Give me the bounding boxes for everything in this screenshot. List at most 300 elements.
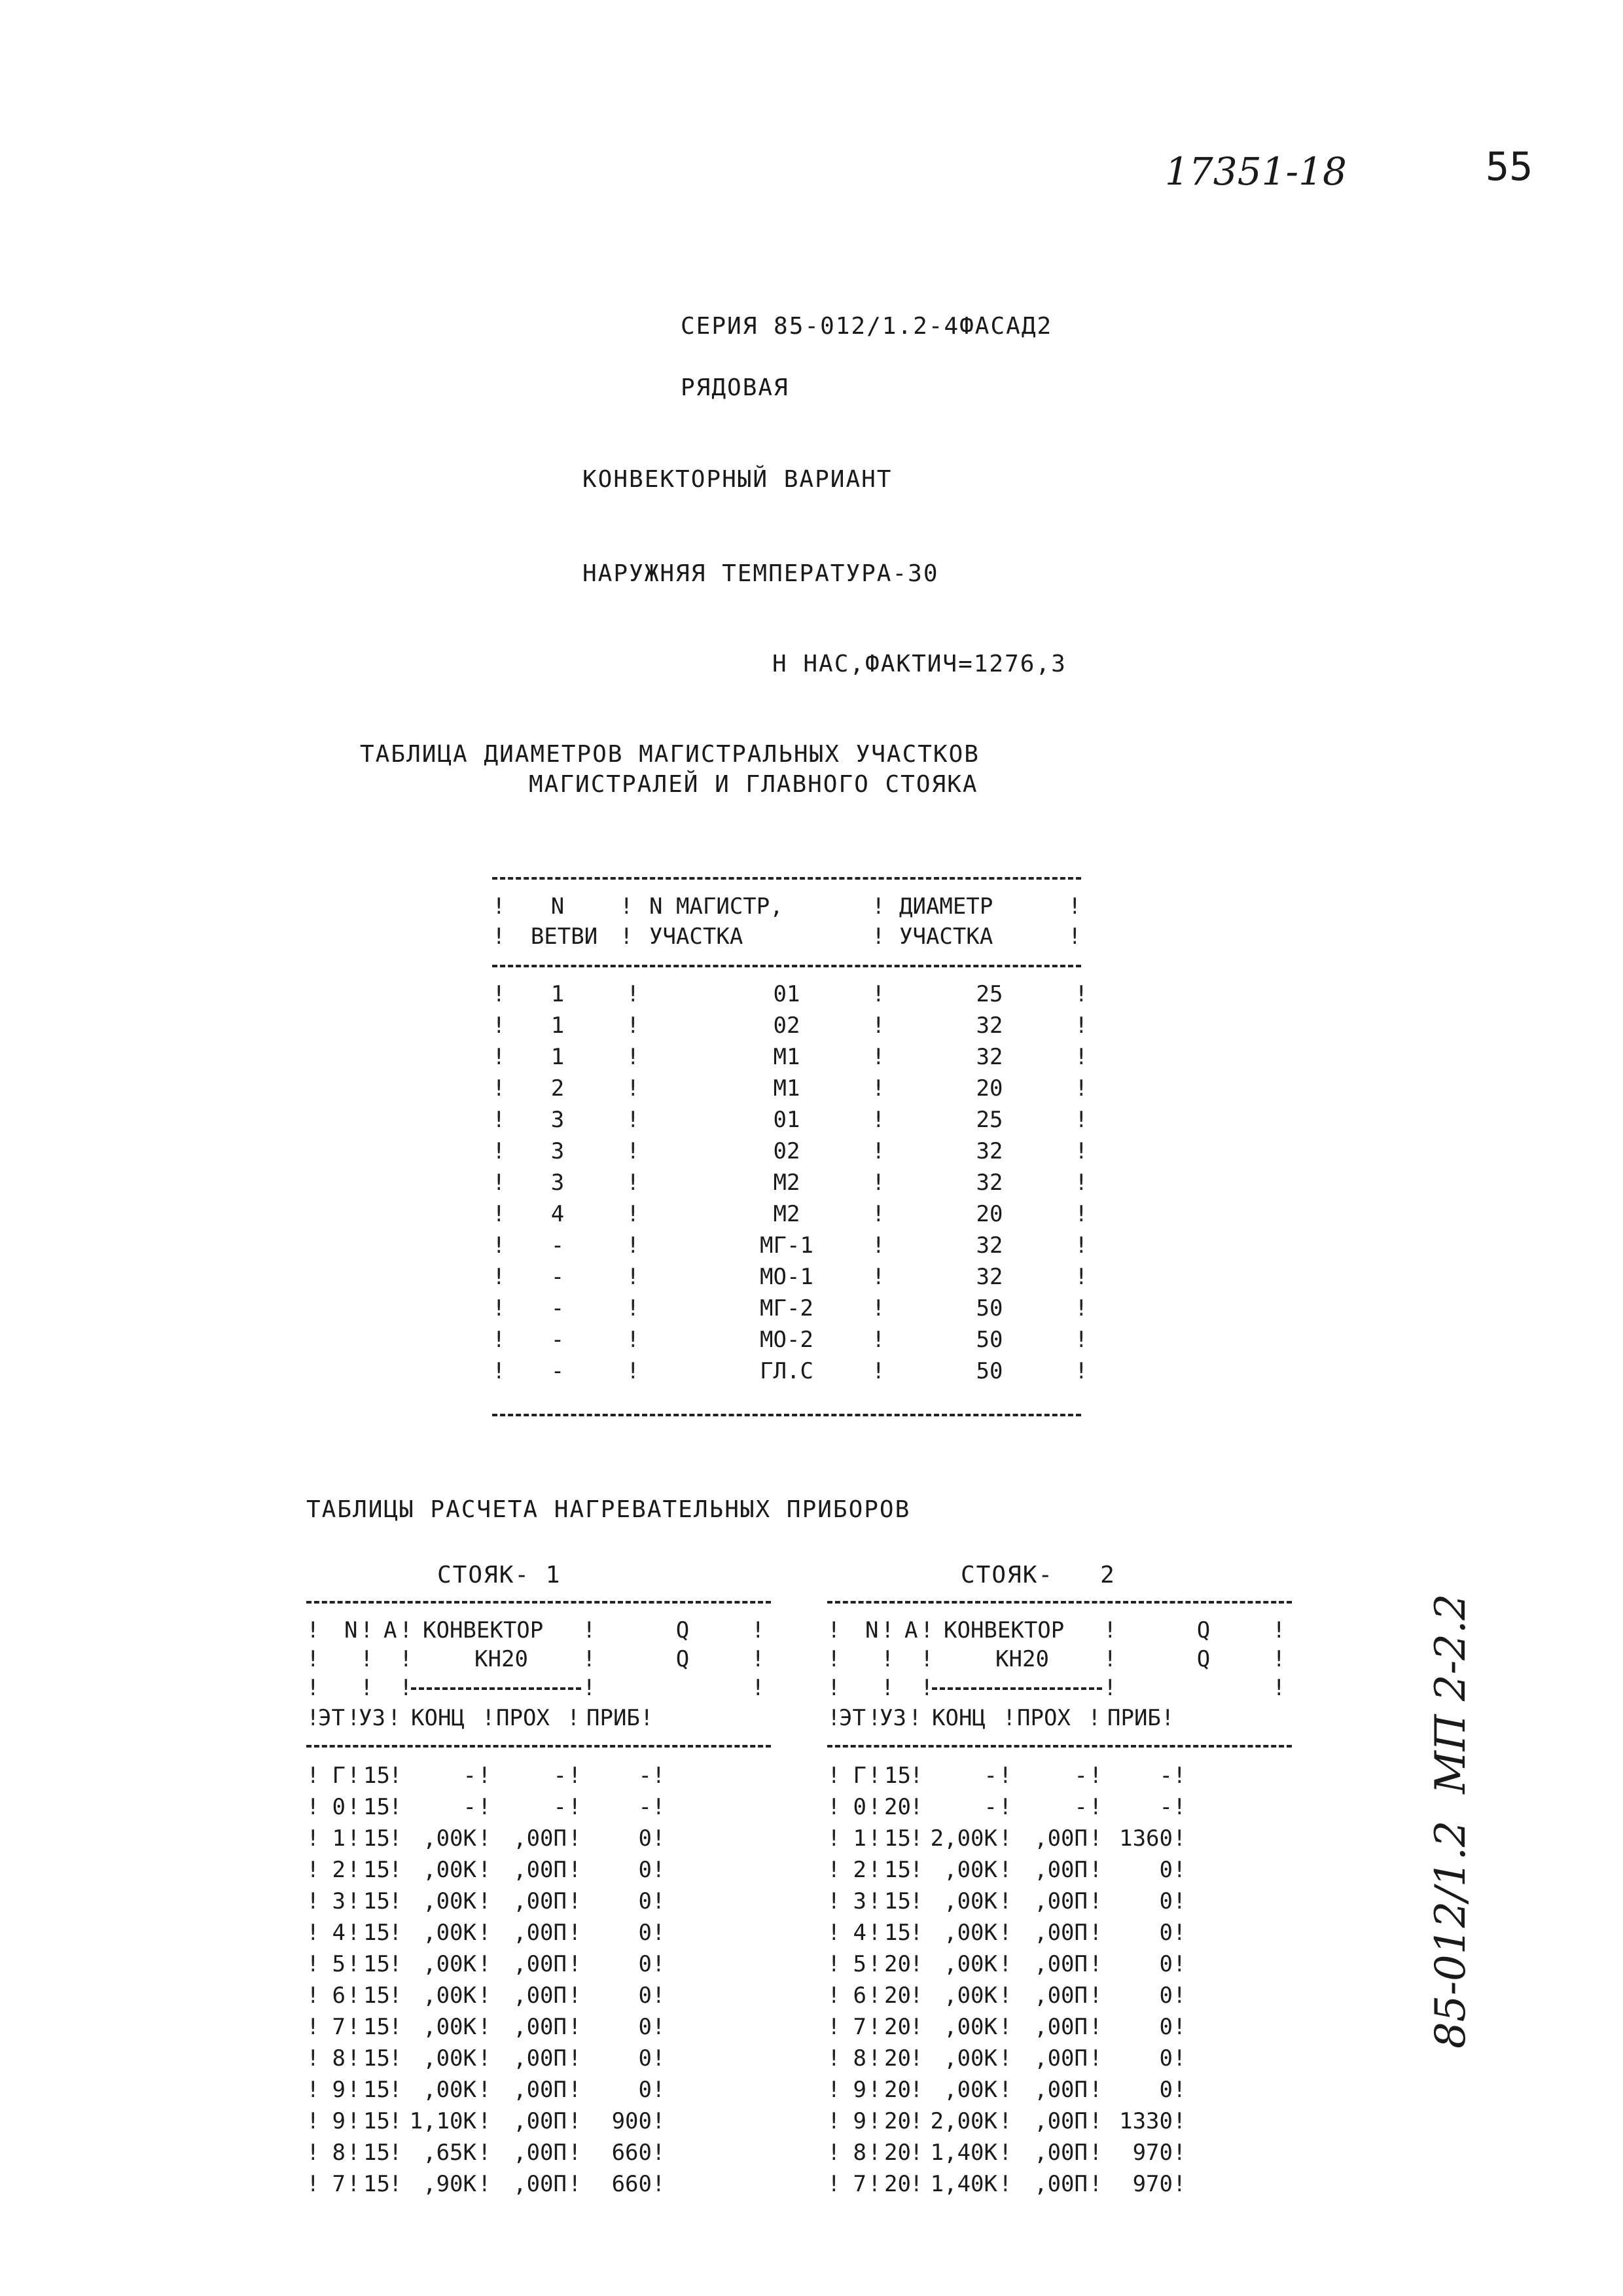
cell-branch: 4	[550, 1201, 565, 1227]
border-bar: !	[568, 1888, 582, 1914]
header-branch: ВЕТВИ	[530, 924, 598, 950]
border-bar: !	[1089, 1951, 1103, 1977]
border-bar: !	[881, 1617, 895, 1643]
border-bar: !	[910, 1920, 923, 1946]
border-bar: !	[1075, 1358, 1088, 1384]
cell-floor: 8	[853, 2140, 866, 2166]
header-q: Q	[675, 1617, 690, 1643]
cell-konc: ,00К	[944, 1857, 997, 1883]
convector-sub-rule	[932, 1687, 1102, 1690]
border-bar: !	[582, 1646, 596, 1672]
document-number: 17351-18	[1165, 149, 1347, 194]
cell-konc: ,00К	[423, 1825, 476, 1852]
border-bar: !	[306, 2140, 320, 2166]
border-bar: !	[347, 1857, 361, 1883]
cell-prox: ,00П	[1034, 1857, 1088, 1883]
border-bar: !	[1173, 1920, 1186, 1946]
header-diameter: ДИАМЕТР	[899, 893, 993, 920]
border-bar: !	[999, 1920, 1012, 1946]
diameters-title-line2: МАГИСТРАЛЕЙ И ГЛАВНОГО СТОЯКА	[529, 771, 978, 798]
border-bar: !	[872, 981, 885, 1007]
border-bar: !	[1089, 1888, 1103, 1914]
header-prib: ПРИБ	[586, 1705, 640, 1731]
cell-prox: ,00П	[513, 1982, 567, 2009]
cell-section: М1	[773, 1075, 800, 1102]
cell-diameter: 50	[976, 1327, 1003, 1353]
border-bar: !	[751, 1617, 765, 1643]
border-bar: !	[1089, 1763, 1103, 1789]
cell-floor: 9	[853, 2108, 866, 2134]
border-bar: !	[389, 2140, 402, 2166]
table-rule-top	[306, 1601, 771, 1604]
stand-header-row-2	[306, 1644, 784, 1674]
temperature-line: НАРУЖНЯЯ ТЕМПЕРАТУРА-30	[582, 560, 939, 587]
border-bar: !	[492, 1264, 506, 1290]
border-bar: !	[827, 2014, 841, 2040]
stand-header-row-4	[306, 1703, 784, 1733]
border-bar: !	[399, 1646, 413, 1672]
border-bar: !	[1089, 1920, 1103, 1946]
variant-line: КОНВЕКТОРНЫЙ ВАРИАНТ	[582, 466, 893, 493]
border-bar: !	[872, 1138, 885, 1164]
cell-diameter: 20	[976, 1075, 1003, 1102]
border-bar: !	[910, 1857, 923, 1883]
border-bar: !	[827, 1617, 841, 1643]
cell-node: 15	[363, 1763, 390, 1789]
border-bar: !	[868, 2140, 882, 2166]
border-bar: !	[389, 1857, 402, 1883]
cell-diameter: 32	[976, 1044, 1003, 1070]
border-bar: !	[1089, 2108, 1103, 2134]
cell-prox: ,00П	[513, 2014, 567, 2040]
border-bar: !	[306, 2077, 320, 2103]
cell-node: 20	[884, 2014, 911, 2040]
border-bar: !	[868, 1920, 882, 1946]
border-bar: !	[872, 1044, 885, 1070]
border-bar: !	[652, 1951, 666, 1977]
building-type: РЯДОВАЯ	[681, 374, 789, 401]
cell-section: МО-1	[760, 1264, 813, 1290]
border-bar: !	[492, 1075, 506, 1102]
cell-node: 15	[363, 2045, 390, 2072]
border-bar: !	[626, 1044, 640, 1070]
cell-prox: ,00П	[1034, 2077, 1088, 2103]
header-q-2: Q	[675, 1646, 690, 1672]
cell-section: 02	[773, 1013, 800, 1039]
border-bar: !	[478, 1763, 491, 1789]
cell-diameter: 50	[976, 1295, 1003, 1321]
cell-prox: ,00П	[1034, 1920, 1088, 1946]
cell-prib: 0	[1159, 1857, 1173, 1883]
border-bar: !	[568, 1857, 582, 1883]
cell-floor: 9	[332, 2077, 346, 2103]
cell-prox: ,00П	[1034, 2140, 1088, 2166]
cell-konc: ,90К	[423, 2171, 476, 2197]
border-bar: !	[1173, 1982, 1186, 2009]
border-bar: !	[1173, 2014, 1186, 2040]
cell-node: 20	[884, 2171, 911, 2197]
header-n: N	[865, 1617, 879, 1643]
border-bar: !	[827, 2108, 841, 2134]
cell-prox: -	[1074, 1794, 1088, 1820]
border-bar: !	[872, 924, 885, 950]
cell-prox: ,00П	[1034, 2171, 1088, 2197]
cell-prib: 0	[638, 1982, 652, 2009]
border-bar: !	[999, 1763, 1012, 1789]
border-bar: !	[478, 1794, 491, 1820]
cell-prib: 0	[1159, 1951, 1173, 1977]
cell-prox: ,00П	[513, 1951, 567, 1977]
border-bar: !	[306, 1675, 320, 1701]
border-bar: !	[1272, 1675, 1286, 1701]
cell-konc: -	[984, 1794, 997, 1820]
table-row	[827, 1981, 1305, 2011]
border-bar: !	[1075, 1013, 1088, 1039]
border-bar: !	[920, 1617, 934, 1643]
border-bar: !	[827, 1646, 841, 1672]
border-bar: !	[347, 1888, 361, 1914]
border-bar: !	[910, 1888, 923, 1914]
table-row	[306, 2075, 784, 2105]
border-bar: !	[306, 2014, 320, 2040]
cell-prib: 0	[638, 1888, 652, 1914]
table-row	[827, 2043, 1305, 2073]
page-number: 55	[1486, 144, 1533, 190]
table-rule-mid	[827, 1745, 1292, 1748]
border-bar: !	[626, 1264, 640, 1290]
border-bar: !	[1089, 1794, 1103, 1820]
cell-section: 01	[773, 981, 800, 1007]
cell-diameter: 25	[976, 1107, 1003, 1133]
cell-prox: ,00П	[513, 2045, 567, 2072]
cell-node: 20	[884, 1951, 911, 1977]
header-q: Q	[1196, 1617, 1211, 1643]
border-bar: !	[881, 1646, 895, 1672]
cell-prox: ,00П	[1034, 1888, 1088, 1914]
border-bar: !	[910, 1825, 923, 1852]
border-bar: !	[568, 1825, 582, 1852]
cell-konc: 1,40К	[930, 2171, 997, 2197]
cell-diameter: 25	[976, 981, 1003, 1007]
border-bar: !	[868, 1825, 882, 1852]
table-row	[492, 1230, 1094, 1261]
border-bar: !	[620, 893, 633, 920]
cell-prib: 660	[611, 2140, 652, 2166]
cell-floor: 6	[332, 1982, 346, 2009]
border-bar: !	[872, 1201, 885, 1227]
border-bar: !	[920, 1646, 934, 1672]
border-bar: !	[652, 2171, 666, 2197]
border-bar: !	[1089, 1857, 1103, 1883]
cell-konc: ,00К	[944, 1982, 997, 2009]
heaters-title: ТАБЛИЦЫ РАСЧЕТА НАГРЕВАТЕЛЬНЫХ ПРИБОРОВ	[306, 1496, 911, 1523]
cell-prib: 0	[638, 2045, 652, 2072]
cell-konc: ,00К	[944, 1888, 997, 1914]
cell-floor: 6	[853, 1982, 866, 2009]
cell-branch: -	[550, 1327, 565, 1353]
border-bar: !	[306, 1888, 320, 1914]
border-bar: !	[868, 1982, 882, 2009]
border-bar: !	[306, 1617, 320, 1643]
cell-prox: ,00П	[513, 2140, 567, 2166]
table-rule-top	[492, 877, 1081, 880]
border-bar: !	[872, 1327, 885, 1353]
border-bar: !	[868, 1951, 882, 1977]
border-bar: !	[1173, 1794, 1186, 1820]
border-bar: !	[1075, 1107, 1088, 1133]
header-et: ЭТ	[839, 1705, 866, 1731]
cell-konc: ,00К	[423, 1982, 476, 2009]
border-bar: !	[652, 2077, 666, 2103]
border-bar: !	[1089, 1982, 1103, 2009]
cell-prib: 970	[1132, 2171, 1173, 2197]
cell-branch: 3	[550, 1107, 565, 1133]
border-bar: !	[652, 2014, 666, 2040]
table-row	[306, 2138, 784, 2168]
cell-node: 20	[884, 1982, 911, 2009]
border-bar: !	[868, 2045, 882, 2072]
cell-node: 20	[884, 2108, 911, 2134]
cell-floor: 1	[853, 1825, 866, 1852]
border-bar: !	[999, 2077, 1012, 2103]
border-bar: !	[478, 2014, 491, 2040]
border-bar: !	[478, 1920, 491, 1946]
cell-node: 15	[884, 1825, 911, 1852]
table-row	[492, 1356, 1094, 1386]
cell-node: 15	[363, 1794, 390, 1820]
cell-floor: 8	[332, 2140, 346, 2166]
table-row	[306, 1981, 784, 2011]
border-bar: !	[910, 2045, 923, 2072]
cell-konc: ,65К	[423, 2140, 476, 2166]
cell-branch: -	[550, 1264, 565, 1290]
border-bar: !	[999, 2171, 1012, 2197]
header-section-n: N МАГИСТР,	[649, 893, 783, 920]
side-stamp: 85-012/1.2 МП 2-2.2	[1427, 1593, 1475, 2049]
cell-konc: ,00К	[944, 2014, 997, 2040]
border-bar: !	[652, 1920, 666, 1946]
table-row	[306, 1855, 784, 1885]
border-bar: !	[881, 1675, 895, 1701]
border-bar: !	[1272, 1617, 1286, 1643]
cell-node: 15	[884, 1763, 911, 1789]
border-bar: !	[626, 981, 640, 1007]
border-bar: !	[1173, 2077, 1186, 2103]
border-bar: !	[492, 1327, 506, 1353]
border-bar: !	[626, 1013, 640, 1039]
border-bar: !	[999, 1857, 1012, 1883]
header-prox: ПРОХ	[496, 1705, 550, 1731]
border-bar: !	[872, 1170, 885, 1196]
cell-diameter: 32	[976, 1264, 1003, 1290]
border-bar: !	[1161, 1705, 1175, 1731]
border-bar: !	[347, 1951, 361, 1977]
table-row	[492, 1136, 1094, 1166]
cell-node: 15	[363, 1951, 390, 1977]
cell-prox: ,00П	[513, 1825, 567, 1852]
cell-node: 20	[884, 2045, 911, 2072]
border-bar: !	[568, 1920, 582, 1946]
border-bar: !	[626, 1138, 640, 1164]
cell-prox: ,00П	[1034, 1982, 1088, 2009]
cell-node: 15	[363, 2171, 390, 2197]
border-bar: !	[1089, 1825, 1103, 1852]
border-bar: !	[492, 893, 506, 920]
border-bar: !	[568, 2140, 582, 2166]
cell-prib: 970	[1132, 2140, 1173, 2166]
table-row	[306, 2012, 784, 2042]
border-bar: !	[492, 1201, 506, 1227]
border-bar: !	[492, 1232, 506, 1259]
border-bar: !	[389, 2014, 402, 2040]
cell-prox: ,00П	[513, 2077, 567, 2103]
border-bar: !	[389, 2077, 402, 2103]
table-row	[492, 979, 1094, 1009]
border-bar: !	[827, 1920, 841, 1946]
table-row	[492, 1168, 1094, 1198]
cell-section: М1	[773, 1044, 800, 1070]
border-bar: !	[1173, 2045, 1186, 2072]
border-bar: !	[306, 1920, 320, 1946]
table-row	[306, 1792, 784, 1822]
border-bar: !	[1075, 1201, 1088, 1227]
cell-branch: 3	[550, 1170, 565, 1196]
border-bar: !	[389, 2045, 402, 2072]
cell-node: 15	[363, 2140, 390, 2166]
border-bar: !	[387, 1705, 401, 1731]
border-bar: !	[568, 2077, 582, 2103]
border-bar: !	[306, 1951, 320, 1977]
border-bar: !	[360, 1675, 374, 1701]
table-row	[492, 1325, 1094, 1355]
cell-floor: 5	[853, 1951, 866, 1977]
cell-floor: 8	[332, 2045, 346, 2072]
cell-floor: 8	[853, 2045, 866, 2072]
border-bar: !	[347, 2140, 361, 2166]
border-bar: !	[1089, 2171, 1103, 2197]
cell-prib: 1360	[1119, 1825, 1173, 1852]
cell-floor: 0	[332, 1794, 346, 1820]
border-bar: !	[620, 924, 633, 950]
border-bar: !	[920, 1675, 934, 1701]
header-convector: КОНВЕКТОР	[423, 1617, 544, 1643]
border-bar: !	[347, 2108, 361, 2134]
border-bar: !	[1103, 1675, 1117, 1701]
cell-floor: 1	[332, 1825, 346, 1852]
table-row	[492, 1199, 1094, 1229]
table-row	[306, 1949, 784, 1979]
border-bar: !	[306, 2045, 320, 2072]
border-bar: !	[389, 1888, 402, 1914]
border-bar: !	[626, 1327, 640, 1353]
border-bar: !	[568, 1763, 582, 1789]
cell-floor: 9	[853, 2077, 866, 2103]
table-row	[306, 1886, 784, 1916]
header-uz: УЗ	[880, 1705, 906, 1731]
border-bar: !	[478, 2108, 491, 2134]
stand-header-row-1	[306, 1615, 784, 1645]
table-rule-mid	[492, 965, 1081, 967]
border-bar: !	[652, 2108, 666, 2134]
cell-branch: 1	[550, 981, 565, 1007]
header-branch-n: N	[550, 893, 565, 920]
cell-floor: 3	[332, 1888, 346, 1914]
border-bar: !	[389, 1951, 402, 1977]
border-bar: !	[1173, 2171, 1186, 2197]
border-bar: !	[827, 2045, 841, 2072]
header-q-2: Q	[1196, 1646, 1211, 1672]
border-bar: !	[389, 1763, 402, 1789]
border-bar: !	[827, 2171, 841, 2197]
border-bar: !	[868, 1794, 882, 1820]
table-row	[492, 1293, 1094, 1323]
cell-node: 20	[884, 2140, 911, 2166]
cell-prox: ,00П	[1034, 2014, 1088, 2040]
border-bar: !	[872, 893, 885, 920]
table-row	[306, 2169, 784, 2199]
stand-header-row-1	[827, 1615, 1305, 1645]
cell-konc: -	[463, 1763, 476, 1789]
cell-prib: 0	[1159, 2014, 1173, 2040]
border-bar: !	[306, 1763, 320, 1789]
border-bar: !	[1173, 1951, 1186, 1977]
border-bar: !	[478, 2077, 491, 2103]
border-bar: !	[999, 1982, 1012, 2009]
border-bar: !	[568, 1794, 582, 1820]
border-bar: !	[306, 1794, 320, 1820]
cell-section: МГ-1	[760, 1232, 813, 1259]
cell-konc: ,00К	[944, 1951, 997, 1977]
border-bar: !	[827, 2140, 841, 2166]
cell-prib: 0	[638, 1825, 652, 1852]
border-bar: !	[492, 1107, 506, 1133]
border-bar: !	[582, 1675, 596, 1701]
table-row	[827, 1823, 1305, 1854]
border-bar: !	[910, 2140, 923, 2166]
border-bar: !	[347, 1705, 361, 1731]
header-kh20: КН20	[995, 1646, 1049, 1672]
cell-node: 15	[363, 1857, 390, 1883]
table-row	[827, 1949, 1305, 1979]
cell-floor: 7	[332, 2014, 346, 2040]
border-bar: !	[478, 2171, 491, 2197]
cell-floor: 4	[332, 1920, 346, 1946]
header-konc: КОНЦ	[932, 1705, 986, 1731]
cell-floor: 7	[332, 2171, 346, 2197]
cell-node: 20	[884, 1794, 911, 1820]
cell-konc: -	[463, 1794, 476, 1820]
border-bar: !	[478, 1951, 491, 1977]
border-bar: !	[910, 1982, 923, 2009]
cell-prib: 1330	[1119, 2108, 1173, 2134]
border-bar: !	[478, 1982, 491, 2009]
cell-konc: ,00К	[423, 1951, 476, 1977]
border-bar: !	[872, 1232, 885, 1259]
cell-prib: 0	[638, 1857, 652, 1883]
border-bar: !	[1075, 1232, 1088, 1259]
cell-konc: ,00К	[423, 1888, 476, 1914]
cell-node: 15	[363, 1920, 390, 1946]
cell-prib: -	[638, 1763, 652, 1789]
border-bar: !	[652, 1982, 666, 2009]
border-bar: !	[827, 1982, 841, 2009]
border-bar: !	[478, 2140, 491, 2166]
cell-prib: 0	[638, 2014, 652, 2040]
border-bar: !	[306, 2108, 320, 2134]
border-bar: !	[1075, 1044, 1088, 1070]
border-bar: !	[568, 2014, 582, 2040]
cell-node: 20	[884, 2077, 911, 2103]
